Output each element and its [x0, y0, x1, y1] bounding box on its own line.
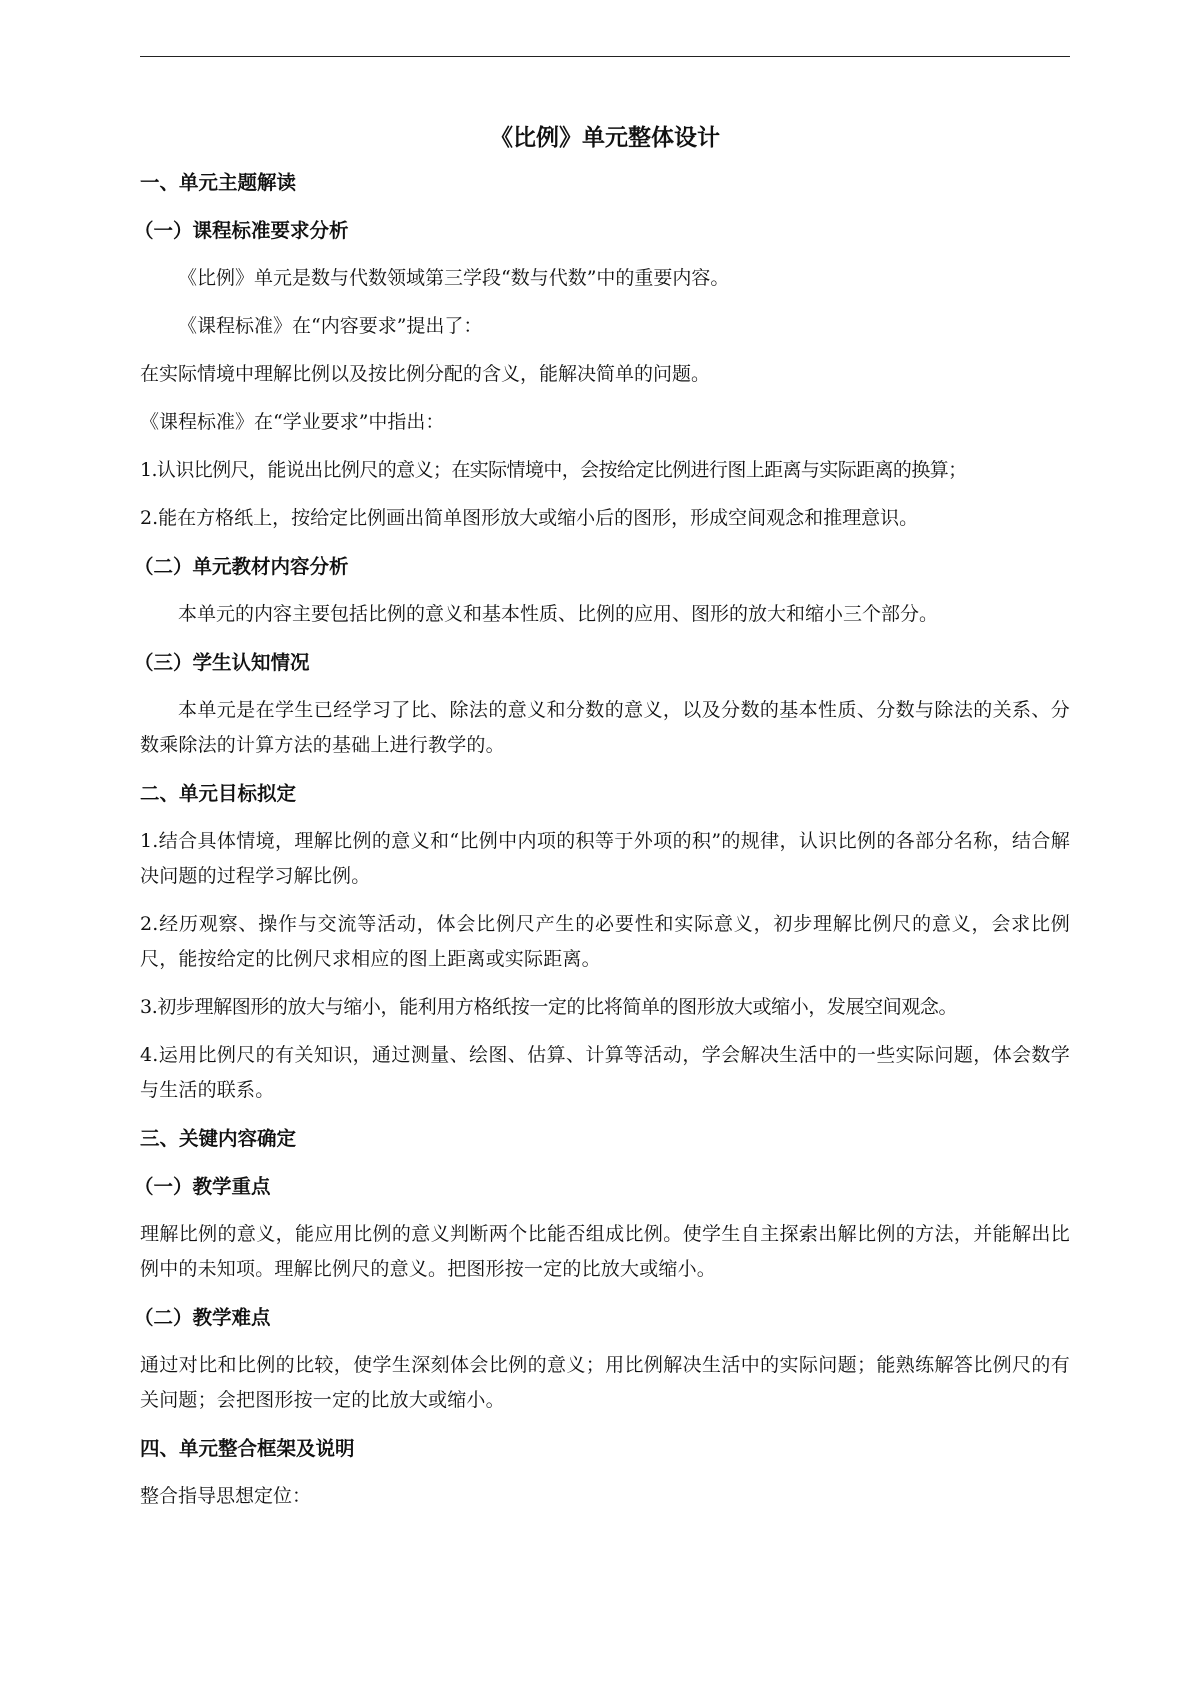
paragraph: 整合指导思想定位： [140, 1485, 312, 1507]
subsection-heading-3-2: （二）教学难点 [134, 1306, 271, 1329]
paragraph: 通过对比和比例的比较，使学生深刻体会比例的意义；用比例解决生活中的实际问题；能熟练解答比例尺的有关问题；会把图形按一定的比放大或缩小。 [140, 1354, 1070, 1411]
subsection-heading-1-1: （一）课程标准要求分析 [134, 219, 349, 242]
paragraph: 《比例》单元是数与代数领域第三学段“数与代数”中的重要内容。 [178, 267, 730, 289]
section-heading-1: 一、单元主题解读 [140, 171, 297, 194]
list-item: 2.能在方格纸上，按给定比例画出简单图形放大或缩小后的图形，形成空间观念和推理意识。 [140, 507, 919, 529]
header-rule [140, 56, 1070, 57]
section-heading-4: 四、单元整合框架及说明 [140, 1437, 355, 1460]
subsection-heading-3-1: （一）教学重点 [134, 1175, 271, 1198]
subsection-heading-1-2: （二）单元教材内容分析 [134, 555, 349, 578]
paragraph: 本单元的内容主要包括比例的意义和基本性质、比例的应用、图形的放大和缩小三个部分。 [178, 603, 939, 625]
list-item: 1.认识比例尺，能说出比例尺的意义；在实际情境中，会按给定比例进行图上距离与实际距离的换算； [140, 459, 967, 481]
paragraph: 《课程标准》在“学业要求”中指出： [140, 411, 445, 433]
section-heading-2: 二、单元目标拟定 [140, 782, 297, 805]
paragraph: 本单元是在学生已经学习了比、除法的意义和分数的意义，以及分数的基本性质、分数与除法的关系、分数乘除法的计算方法的基础上进行教学的。 [140, 699, 1070, 756]
section-heading-3: 三、关键内容确定 [140, 1127, 297, 1150]
paragraph: 理解比例的意义，能应用比例的意义判断两个比能否组成比例。使学生自主探索出解比例的方法，并能解出比例中的未知项。理解比例尺的意义。把图形按一定的比放大或缩小。 [140, 1223, 1070, 1280]
list-item: 2.经历观察、操作与交流等活动，体会比例尺产生的必要性和实际意义，初步理解比例尺的意义，会求比例尺，能按给定的比例尺求相应的图上距离或实际距离。 [140, 913, 1070, 970]
list-item: 1.结合具体情境，理解比例的意义和“比例中内项的积等于外项的积”的规律，认识比例的各部分名称，结合解决问题的过程学习解比例。 [140, 830, 1070, 887]
list-item: 4.运用比例尺的有关知识，通过测量、绘图、估算、计算等活动，学会解决生活中的一些实际问题，体会数学与生活的联系。 [140, 1044, 1070, 1101]
list-item: 3.初步理解图形的放大与缩小，能利用方格纸按一定的比将简单的图形放大或缩小，发展空间观念。 [140, 996, 958, 1018]
paragraph: 在实际情境中理解比例以及按比例分配的含义，能解决简单的问题。 [140, 363, 711, 385]
paragraph: 《课程标准》在“内容要求”提出了： [178, 315, 483, 337]
subsection-heading-1-3: （三）学生认知情况 [134, 651, 310, 674]
document-title: 《比例》单元整体设计 [490, 125, 720, 151]
document-body [134, 118, 1070, 1527]
